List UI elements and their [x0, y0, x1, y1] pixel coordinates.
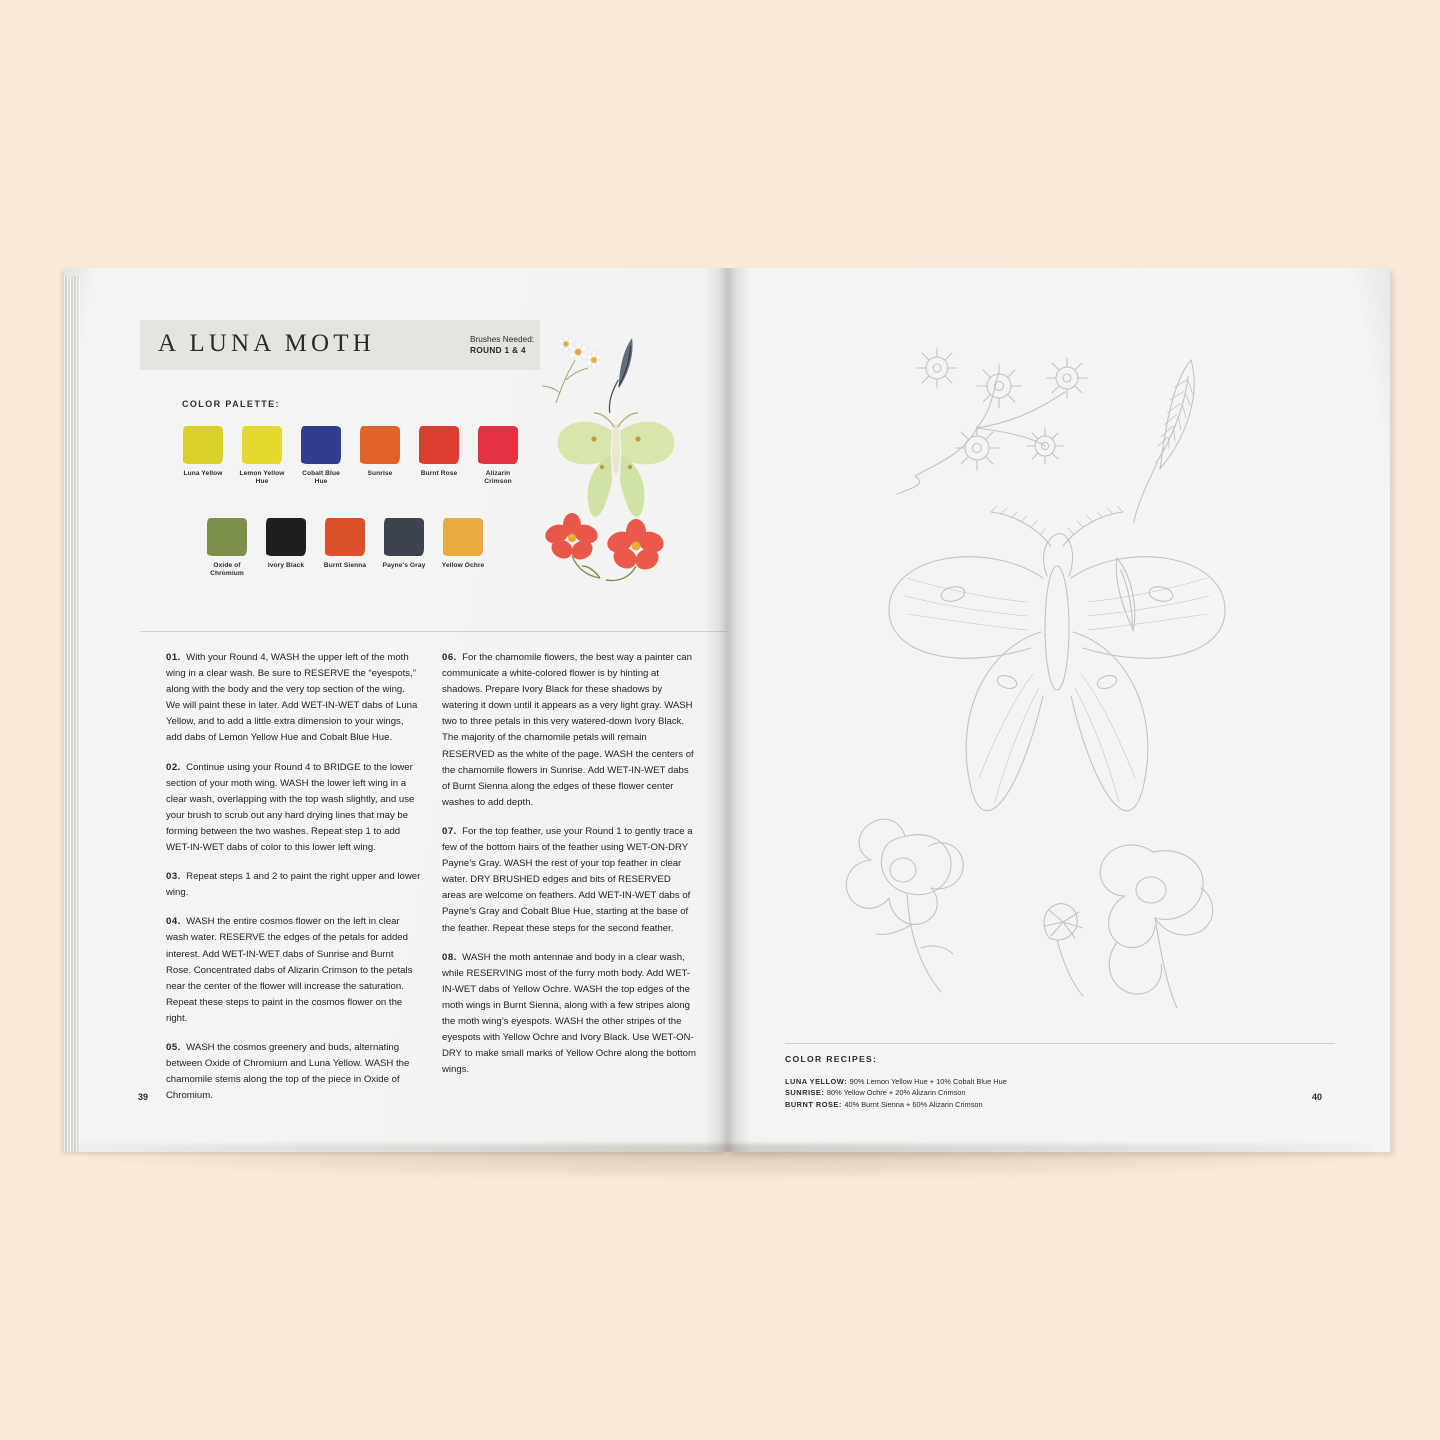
color-swatch [322, 518, 368, 579]
color-recipe-name: BURNT ROSE: [785, 1099, 845, 1109]
step-number: 02. [166, 761, 187, 773]
color-swatch-chip [443, 518, 483, 556]
recipes-divider [785, 1043, 1335, 1044]
open-book [50, 268, 1390, 1152]
instructions-column-left [166, 650, 421, 1117]
left-page [64, 268, 727, 1152]
step-number: 05. [166, 1041, 187, 1053]
instruction-step [442, 950, 697, 1079]
color-swatch-label: Lemon Yellow Hue [239, 470, 285, 486]
instructions-column-right [442, 650, 697, 1091]
page-number-right: 40 [1312, 1092, 1323, 1102]
step-number: 03. [166, 871, 187, 883]
color-swatch-label: Cobalt Blue Hue [302, 470, 340, 486]
color-recipe [785, 1087, 1205, 1098]
color-swatch [298, 426, 344, 487]
color-swatch [357, 426, 403, 487]
step-text: For the top feather, use your Round 1 to gently trace a few of the bottom hairs of the feather using WET-ON-DRY Payne’s Gray. WASH the rest of your top feather in clear water. DRY BRUSHED edges and bits of RESERVED areas are welcome on feathers. Add WET-IN-WET dabs of Payne’s Gray and Cobalt Blue Hue, starting at the base of the feather. Repeat these steps for the second feather. [442, 825, 693, 934]
content-divider [140, 631, 740, 632]
color-swatch-chip [325, 518, 365, 556]
color-swatch-label: Sunrise [367, 470, 393, 477]
step-text: With your Round 4, WASH the upper left of the moth wing in a clear wash. Be sure to RESERVE the “eyespots,” along with the body and the very top section of the wing. We will paint these in later. Add WET-IN-WET dabs of Luna Yellow, and to add a little extra dimension to your wings, add dabs of Lemon Yellow Hue and Cobalt Blue Hue. [166, 652, 418, 744]
color-recipes-label: COLOR RECIPES: [785, 1054, 878, 1064]
color-swatch-chip [207, 518, 247, 556]
brushes-label: Brushes Needed: [470, 334, 535, 344]
step-number: 08. [442, 951, 463, 963]
palette-row-2 [204, 518, 499, 579]
color-swatch-label: Ivory Black [267, 562, 305, 569]
color-swatch-chip [242, 426, 282, 464]
color-swatch [416, 426, 462, 487]
color-swatch-label: Luna Yellow [183, 470, 223, 477]
color-recipe [785, 1099, 1205, 1110]
color-palette-label: COLOR PALETTE: [182, 399, 280, 409]
instruction-step [166, 1040, 421, 1104]
color-swatch [263, 518, 309, 579]
brushes-value: ROUND 1 & 4 [470, 345, 526, 355]
right-page [727, 268, 1390, 1152]
color-swatch-chip [360, 426, 400, 464]
instruction-step [442, 650, 697, 811]
instruction-step [166, 650, 421, 747]
step-text: WASH the moth antennae and body in a clear wash, while RESERVING most of the furry moth body. Add WET-IN-WET dabs of Yellow Ochre. WASH the top edges of the moth wings in Burnt Sienna, along with a few stripes along the moth wing’s eyespots. WASH the other stripes of the eyespots with Yellow Ochre and Ivory Black. Use WET-ON-DRY to make small marks of Yellow Ochre along the bottom wings. [442, 951, 696, 1076]
color-recipe-name: SUNRISE: [785, 1088, 827, 1098]
color-swatch-label: Burnt Rose [420, 470, 458, 477]
chapter-title-band [140, 320, 540, 370]
step-text: Repeat steps 1 and 2 to paint the right upper and lower wing. [166, 871, 421, 899]
palette-row-1 [180, 426, 534, 487]
color-swatch [180, 426, 226, 487]
book-drop-shadow [74, 1144, 1374, 1178]
step-text: For the chamomile flowers, the best way a painter can communicate a white-colored flower is by hinting at shadows. Prepare Ivory Black for these shadows by watering it down until it appears as a very light gray. WASH two to three petals in this very watered-down Ivory Black. The majority of the chamomile petals will remain RESERVED as the white of the page. WASH the centers of the chamomile flowers in Sunrise. Add WET-IN-WET dabs of Burnt Sienna along the edges of these flower center washes to add depth. [442, 652, 694, 808]
page-edges [64, 276, 80, 1152]
instruction-step [166, 869, 421, 901]
color-swatch [475, 426, 521, 487]
step-number: 06. [442, 652, 463, 663]
luna-moth-line-art-template [787, 308, 1347, 1028]
step-number: 01. [166, 652, 187, 663]
instruction-step [166, 760, 421, 857]
color-swatch-chip [384, 518, 424, 556]
color-recipe-formula: 80% Yellow Ochre + 20% Alizarin Crimson [826, 1088, 966, 1098]
color-swatch-chip [478, 426, 518, 464]
instruction-step [442, 824, 697, 937]
step-text: Continue using your Round 4 to BRIDGE to the lower section of your moth wing. WASH the lower left wing in a clear wash, overlapping with the top wash slightly, and use your brush to scrub out any hard drying lines that may be forming between the two washes. Repeat step 1 to add WET-IN-WET dabs of color to this lower left wing. [166, 761, 415, 854]
page-title: A LUNA MOTH [158, 330, 376, 357]
luna-moth-watercolor-illustration [526, 308, 706, 598]
color-swatch [381, 518, 427, 579]
color-swatch [204, 518, 250, 579]
color-recipes-list [785, 1076, 1205, 1110]
color-recipe [785, 1076, 1205, 1087]
page-number-left: 39 [138, 1092, 149, 1102]
color-swatch-chip [419, 426, 459, 464]
color-swatch-label: Burnt Sienna [323, 562, 367, 569]
color-recipe-name: LUNA YELLOW: [785, 1077, 850, 1086]
step-text: WASH the cosmos greenery and buds, alternating between Oxide of Chromium and Luna Yellow. WASH the chamomile stems along the top of the piece in Oxide of Chromium. [166, 1041, 410, 1102]
color-swatch [239, 426, 285, 487]
instruction-step [166, 914, 421, 1027]
color-recipe-formula: 90% Lemon Yellow Hue + 10% Cobalt Blue Hue [849, 1077, 1007, 1086]
color-swatch-chip [183, 426, 223, 464]
color-swatch-label: Payne's Gray [382, 562, 426, 569]
color-swatch-label: Yellow Ochre [441, 562, 485, 569]
color-recipe-formula: 40% Burnt Sienna + 60% Alizarin Crimson [844, 1099, 983, 1109]
color-swatch-label: Oxide of Chromium [210, 562, 244, 578]
color-swatch-chip [266, 518, 306, 556]
step-number: 04. [166, 916, 187, 928]
color-swatch-label: Alizarin Crimson [484, 470, 512, 486]
step-number: 07. [442, 825, 463, 837]
color-swatch [440, 518, 486, 579]
step-text: WASH the entire cosmos flower on the left in clear wash water. RESERVE the edges of the petals for added interest. Add WET-IN-WET dabs of Sunrise and Burnt Rose. Concentrated dabs of Alizarin Crimson to the petals near the center of the flower will increase the saturation. Repeat these steps to paint in the cosmos flower on the right. [166, 916, 413, 1024]
color-swatch-chip [301, 426, 341, 464]
